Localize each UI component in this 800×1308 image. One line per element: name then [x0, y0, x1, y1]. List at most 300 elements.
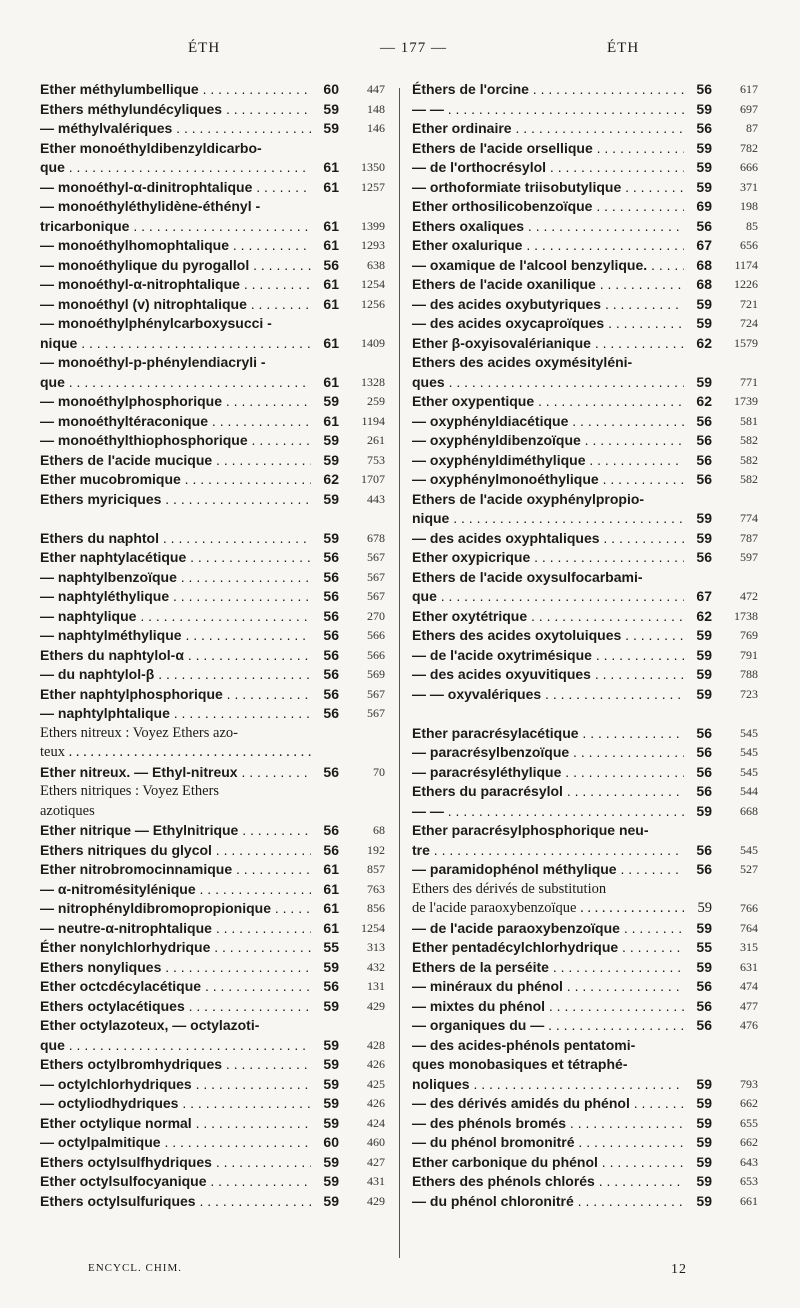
entry-volume: 59 [323, 432, 339, 448]
entry-page: 678 [367, 530, 385, 545]
index-entry [40, 802, 385, 822]
index-entry [40, 958, 385, 978]
entry-volume: 61 [323, 900, 339, 916]
entry-volume: 61 [323, 373, 339, 390]
entry-volume [311, 724, 339, 744]
entry-page: 427 [367, 1154, 385, 1169]
entry-volume [311, 743, 339, 763]
entry-name: tre . . . [412, 841, 684, 861]
entry-name: Ether orthosilicobenzoïque . . . [412, 197, 684, 217]
entry-volume: 59 [696, 315, 712, 331]
entry-volume: 59 [323, 1036, 339, 1053]
index-entry [40, 295, 385, 315]
entry-page: 566 [367, 628, 385, 642]
index-entry [412, 275, 758, 295]
entry-page: 617 [740, 82, 758, 96]
entry-volume: 56 [323, 256, 339, 273]
entry-page: 270 [367, 608, 385, 623]
entry-page: 753 [367, 452, 385, 467]
index-entry [412, 100, 758, 120]
index-entry [412, 607, 758, 627]
index-entry [412, 958, 758, 978]
entry-name: Ethers des acides oxytoluiques . . . [412, 626, 684, 646]
entry-name: noliques . . . [412, 1075, 684, 1095]
entry-page: 788 [740, 667, 758, 681]
index-entry [40, 451, 385, 471]
index-entry [40, 1075, 385, 1095]
entry-volume: 61 [323, 237, 339, 253]
entry-volume: 59 [696, 139, 712, 156]
entry-page [712, 1055, 758, 1075]
entry-page: 544 [740, 784, 758, 798]
entry-volume: 59 [696, 685, 712, 702]
index-entry [412, 587, 758, 607]
entry-volume: 59 [323, 1173, 339, 1189]
entry-volume: 59 [323, 490, 339, 507]
index-entry [412, 139, 758, 159]
entry-name: — naphtylphtalique . . . [40, 704, 311, 724]
index-entry [40, 158, 385, 178]
entry-volume: 59 [323, 1056, 339, 1072]
entry-page: 656 [740, 238, 758, 252]
entry-name: — des acides oxycaproïques . . . [412, 314, 684, 334]
index-entry [40, 373, 385, 393]
entry-page [339, 353, 385, 373]
index-entry [412, 743, 758, 763]
entry-volume: 59 [696, 1153, 712, 1170]
index-entry [412, 295, 758, 315]
entry-page: 431 [367, 1174, 385, 1188]
entry-name: — mixtes du phénol . . . [412, 997, 684, 1017]
index-gap [40, 509, 385, 529]
entry-volume: 56 [696, 451, 712, 468]
entry-name: que . . . [40, 1036, 311, 1056]
entry-name: — naphtyléthylique . . . [40, 587, 311, 607]
entry-name: Ether octylsulfocyanique . . . [40, 1172, 311, 1192]
entry-volume: 62 [696, 334, 712, 351]
entry-name: — des phénols bromés . . . [412, 1114, 684, 1134]
entry-volume: 56 [696, 997, 712, 1014]
entry-volume: 56 [323, 568, 339, 585]
entry-volume [684, 821, 712, 841]
entry-page: 315 [740, 940, 758, 954]
entry-name: — octylchlorhydriques . . . [40, 1075, 311, 1095]
index-entry [412, 626, 758, 646]
index-entry [40, 1172, 385, 1192]
entry-name: — monoéthyl-α-nitrophtalique . . . [40, 275, 311, 295]
index-entry [412, 119, 758, 139]
footer-sheet-number: 12 [671, 1262, 687, 1277]
index-entry [40, 353, 385, 373]
index-entry [412, 821, 758, 841]
index-entry [40, 685, 385, 705]
entry-page: 472 [740, 589, 758, 603]
entry-volume [684, 353, 712, 373]
entry-page: 87 [746, 121, 758, 135]
entry-page: 432 [367, 959, 385, 974]
entry-name: — — . . . [412, 100, 684, 120]
entry-name: de l'acide paraoxybenzoïque . . . [412, 899, 684, 919]
entry-page: 545 [740, 745, 758, 759]
entry-name: Ether monoéthyldibenzyldicarbo- [40, 139, 262, 156]
entry-page: 1738 [734, 608, 758, 623]
entry-page [339, 139, 385, 159]
entry-name: azotiques [40, 802, 95, 819]
entry-page: 1293 [361, 238, 385, 252]
entry-volume: 61 [323, 295, 339, 312]
entry-page: 1707 [361, 472, 385, 486]
entry-volume: 59 [323, 120, 339, 136]
index-entry [412, 880, 758, 900]
entry-name: Ether octcdécylacétique . . . [40, 977, 311, 997]
index-entry [40, 880, 385, 900]
entry-volume: 56 [323, 549, 339, 565]
entry-name: — du naphtylol-β . . . [40, 665, 311, 685]
index-entry [40, 217, 385, 237]
index-entry [412, 1075, 758, 1095]
entry-volume: 56 [323, 666, 339, 682]
entry-page: 70 [373, 764, 385, 779]
entry-name: Ethers octylsulfhydriques . . . [40, 1153, 311, 1173]
entry-volume: 68 [696, 256, 712, 273]
index-entry [40, 782, 385, 802]
entry-page: 425 [367, 1076, 385, 1091]
entry-page: 582 [740, 472, 758, 486]
entry-volume: 56 [323, 607, 339, 624]
entry-name: Ether naphtylphosphorique . . . [40, 685, 311, 705]
index-entry [412, 919, 758, 939]
index-entry [412, 938, 758, 958]
index-entry [412, 1172, 758, 1192]
entry-name: — naphtylique . . . [40, 607, 311, 627]
entry-page: 424 [367, 1115, 385, 1130]
index-entry [40, 119, 385, 139]
entry-name: Ethers de l'acide mucique . . . [40, 451, 311, 471]
entry-volume: 59 [696, 1095, 712, 1111]
entry-volume: 61 [323, 334, 339, 351]
entry-name: Ethers octylacétiques . . . [40, 997, 311, 1017]
index-entry [40, 646, 385, 666]
footer-signature: ENCYCL. CHIM. [88, 1262, 182, 1274]
entry-name: Ethers nonyliques . . . [40, 958, 311, 978]
entry-name: Ethers des dérivés de substitution [412, 880, 607, 897]
entry-page: 146 [367, 121, 385, 135]
entry-name: — monoéthylhomophtalique . . . [40, 236, 311, 256]
index-entry [412, 977, 758, 997]
index-entry [412, 685, 758, 705]
entry-volume: 56 [696, 744, 712, 760]
entry-name: — monoéthyl (v) nitrophtalique . . . [40, 295, 311, 315]
index-entry [40, 529, 385, 549]
entry-name: Ether oxytétrique . . . [412, 607, 684, 627]
entry-name: — minéraux du phénol . . . [412, 977, 684, 997]
entry-volume: 61 [323, 276, 339, 292]
entry-volume [311, 353, 339, 373]
index-entry [412, 431, 758, 451]
entry-name: nique . . . [412, 509, 684, 529]
entry-page: 569 [367, 667, 385, 681]
entry-volume: 59 [696, 100, 712, 117]
index-entry [412, 1192, 758, 1212]
index-entry [40, 607, 385, 627]
entry-volume: 56 [696, 432, 712, 448]
entry-volume: 60 [323, 81, 339, 97]
entry-name: — oxamique de l'alcool benzylique. . . . [412, 256, 684, 276]
entry-volume: 56 [696, 217, 712, 234]
entry-volume: 55 [323, 939, 339, 955]
entry-volume: 56 [323, 588, 339, 604]
entry-page: 653 [740, 1174, 758, 1188]
entry-name: Ethers de l'acide oxysulfocarbami- [412, 568, 643, 585]
entry-page: 1579 [734, 335, 758, 350]
entry-name: Ethers de l'acide oxyphénylpropio- [412, 490, 645, 507]
entry-volume: 59 [696, 627, 712, 643]
index-entry [40, 919, 385, 939]
page-number: — 177 — [380, 40, 447, 56]
entry-volume: 59 [323, 393, 339, 409]
entry-page: 192 [367, 842, 385, 857]
index-entry [40, 899, 385, 919]
entry-volume: 59 [323, 451, 339, 468]
index-entry [40, 1192, 385, 1212]
index-entry [412, 451, 758, 471]
entry-name: Ether oxypentique . . . [412, 392, 684, 412]
entry-page: 857 [367, 862, 385, 876]
index-entry [40, 100, 385, 120]
entry-name: ques . . . [412, 373, 684, 393]
entry-name: — paracrésylbenzoïque . . . [412, 743, 684, 763]
entry-volume: 56 [323, 763, 339, 780]
entry-volume [311, 139, 339, 159]
entry-page: 638 [367, 257, 385, 272]
entry-page: 1256 [361, 296, 385, 311]
entry-volume [311, 782, 339, 802]
index-entry [40, 236, 385, 256]
entry-page: 1257 [361, 179, 385, 194]
entry-volume: 59 [696, 529, 712, 546]
entry-page: 793 [740, 1076, 758, 1091]
entry-name: — naphtylméthylique . . . [40, 626, 311, 646]
entry-volume: 59 [323, 958, 339, 975]
entry-volume: 59 [696, 1075, 712, 1092]
entry-name: — de l'acide paraoxybenzoïque . . . [412, 919, 684, 939]
index-entry [40, 178, 385, 198]
index-entry [412, 568, 758, 588]
entry-page: 447 [367, 82, 385, 96]
entry-volume: 56 [696, 471, 712, 487]
entry-volume: 56 [323, 822, 339, 838]
entry-page: 774 [740, 511, 758, 525]
entry-page: 662 [740, 1135, 758, 1149]
index-entry [412, 548, 758, 568]
entry-volume [684, 1055, 712, 1075]
entry-page: 724 [740, 316, 758, 330]
entry-name: — oxyphényldiméthylique . . . [412, 451, 684, 471]
entry-page: 460 [367, 1135, 385, 1149]
index-entry [412, 256, 758, 276]
entry-name: — nitrophényldibromopropionique . . . [40, 899, 311, 919]
entry-page: 1328 [361, 374, 385, 389]
index-entry [40, 704, 385, 724]
entry-volume: 56 [696, 861, 712, 877]
entry-volume: 61 [323, 861, 339, 877]
entry-name: — monoéthyl-α-dinitrophtalique . . . [40, 178, 311, 198]
entry-name: Ether paracrésylacétique . . . [412, 724, 684, 744]
entry-volume: 56 [696, 81, 712, 97]
index-entry [40, 821, 385, 841]
entry-page [339, 743, 385, 763]
entry-volume: 56 [323, 978, 339, 994]
entry-page: 723 [740, 686, 758, 701]
entry-page: 655 [740, 1115, 758, 1130]
entry-volume: 61 [323, 880, 339, 897]
entry-page: 766 [740, 901, 758, 915]
entry-name: Ethers des phénols chlorés . . . [412, 1172, 684, 1192]
entry-name: — oxyphénylmonoéthylique . . . [412, 470, 684, 490]
entry-name: — monoéthylphosphorique . . . [40, 392, 311, 412]
index-entry [40, 334, 385, 354]
entry-name: — paracrésyléthylique . . . [412, 763, 684, 783]
entry-page: 856 [367, 901, 385, 915]
entry-page: 1194 [361, 413, 385, 428]
entry-page: 769 [740, 628, 758, 642]
entry-volume: 61 [323, 178, 339, 195]
entry-volume: 59 [323, 1095, 339, 1111]
entry-volume [311, 314, 339, 334]
entry-page: 1174 [734, 257, 758, 272]
entry-name: Ether ordinaire . . . [412, 119, 684, 139]
entry-page: 545 [740, 764, 758, 779]
entry-page: 1409 [361, 335, 385, 350]
entry-name: Ethers octylsulfuriques . . . [40, 1192, 311, 1212]
index-entry [40, 665, 385, 685]
entry-name: — octylpalmitique . . . [40, 1133, 311, 1153]
entry-page: 567 [367, 569, 385, 584]
index-entry [412, 236, 758, 256]
entry-volume: 56 [696, 763, 712, 780]
entry-volume: 60 [323, 1134, 339, 1150]
entry-name: Ether mucobromique . . . [40, 470, 311, 490]
entry-page: 662 [740, 1096, 758, 1110]
entry-name: — des acides oxybutyriques . . . [412, 295, 684, 315]
entry-volume: 59 [696, 295, 712, 312]
entry-page: 1350 [361, 160, 385, 174]
entry-name: Ethers du naphtylol-α . . . [40, 646, 311, 666]
index-entry [40, 568, 385, 588]
entry-volume [684, 568, 712, 588]
index-entry [412, 392, 758, 412]
entry-name: que . . . [412, 587, 684, 607]
entry-name: Ether méthylumbellique . . . [40, 80, 311, 100]
index-entry [412, 1153, 758, 1173]
entry-volume: 59 [323, 1153, 339, 1170]
entry-name: — de l'orthocrésylol . . . [412, 158, 684, 178]
entry-page: 787 [740, 530, 758, 545]
entry-volume: 56 [323, 646, 339, 663]
entry-volume [311, 1016, 339, 1036]
entry-volume: 59 [323, 529, 339, 546]
index-entry [412, 997, 758, 1017]
entry-volume: 59 [323, 1075, 339, 1092]
entry-page: 426 [367, 1096, 385, 1110]
entry-page [712, 568, 758, 588]
entry-volume: 56 [696, 724, 712, 741]
index-entry [412, 1055, 758, 1075]
entry-name: Ethers nitriques du glycol . . . [40, 841, 311, 861]
entry-name: Ether octylazoteux, — octylazoti- [40, 1017, 260, 1033]
index-entry [412, 158, 758, 178]
entry-name: Ether pentadécylchlorhydrique . . . [412, 938, 684, 958]
entry-page: 148 [367, 101, 385, 116]
column-divider [399, 88, 400, 1258]
entry-name: — α-nitromésitylénique . . . [40, 880, 311, 900]
entry-volume [684, 880, 712, 900]
entry-volume: 55 [696, 939, 712, 955]
entry-name: — des acides oxyphtaliques . . . [412, 529, 684, 549]
entry-page: 68 [373, 823, 385, 837]
entry-volume: 67 [696, 588, 712, 604]
entry-name: Ether β-oxyisovalérianique . . . [412, 334, 684, 354]
index-entry [412, 490, 758, 510]
entry-name: Éther nonylchlorhydrique . . . [40, 938, 311, 958]
entry-name: Éthers de l'orcine . . . [412, 80, 684, 100]
entry-name: — monoéthylique du pyrogallol . . . [40, 256, 311, 276]
entry-page: 527 [740, 862, 758, 876]
index-entry [412, 1133, 758, 1153]
index-entry [40, 80, 385, 100]
entry-page: 666 [740, 160, 758, 174]
entry-volume: 56 [696, 841, 712, 858]
entry-volume: 59 [696, 1114, 712, 1131]
index-entry [412, 509, 758, 529]
index-entry [412, 763, 758, 783]
entry-volume: 62 [323, 471, 339, 487]
index-entry [40, 977, 385, 997]
index-entry [412, 899, 758, 919]
entry-volume: 69 [696, 198, 712, 214]
index-column-right [412, 80, 758, 1211]
entry-name: Ether naphtylacétique . . . [40, 548, 311, 568]
entry-volume [311, 197, 339, 217]
entry-page: 567 [367, 589, 385, 603]
entry-volume [311, 802, 339, 822]
entry-volume: 62 [696, 393, 712, 409]
entry-name: Ethers oxaliques . . . [412, 217, 684, 237]
index-entry [40, 412, 385, 432]
index-entry [412, 217, 758, 237]
index-entry [412, 1094, 758, 1114]
entry-page: 313 [367, 940, 385, 954]
index-entry [40, 763, 385, 783]
index-entry [40, 256, 385, 276]
entry-name: que . . . [40, 158, 311, 178]
entry-name: — — oxyvalériques . . . [412, 685, 684, 705]
entry-name: — monoéthyléthylidène-éthényl - [40, 198, 261, 214]
index-entry [412, 353, 758, 373]
entry-name: Ethers méthylundécyliques . . . [40, 100, 311, 120]
entry-name: — monoéthyltéraconique . . . [40, 412, 311, 432]
entry-volume: 61 [323, 159, 339, 175]
entry-page: 661 [740, 1193, 758, 1208]
entry-volume: 56 [323, 705, 339, 721]
entry-name: Ether oxypicrique . . . [412, 548, 684, 568]
entry-name: — oxyphényldiacétique . . . [412, 412, 684, 432]
entry-volume: 59 [696, 646, 712, 663]
index-entry [412, 1016, 758, 1036]
entry-name: — des acides oxyuvitiques . . . [412, 665, 684, 685]
entry-name: tricarbonique . . . [40, 217, 311, 237]
index-entry [40, 587, 385, 607]
